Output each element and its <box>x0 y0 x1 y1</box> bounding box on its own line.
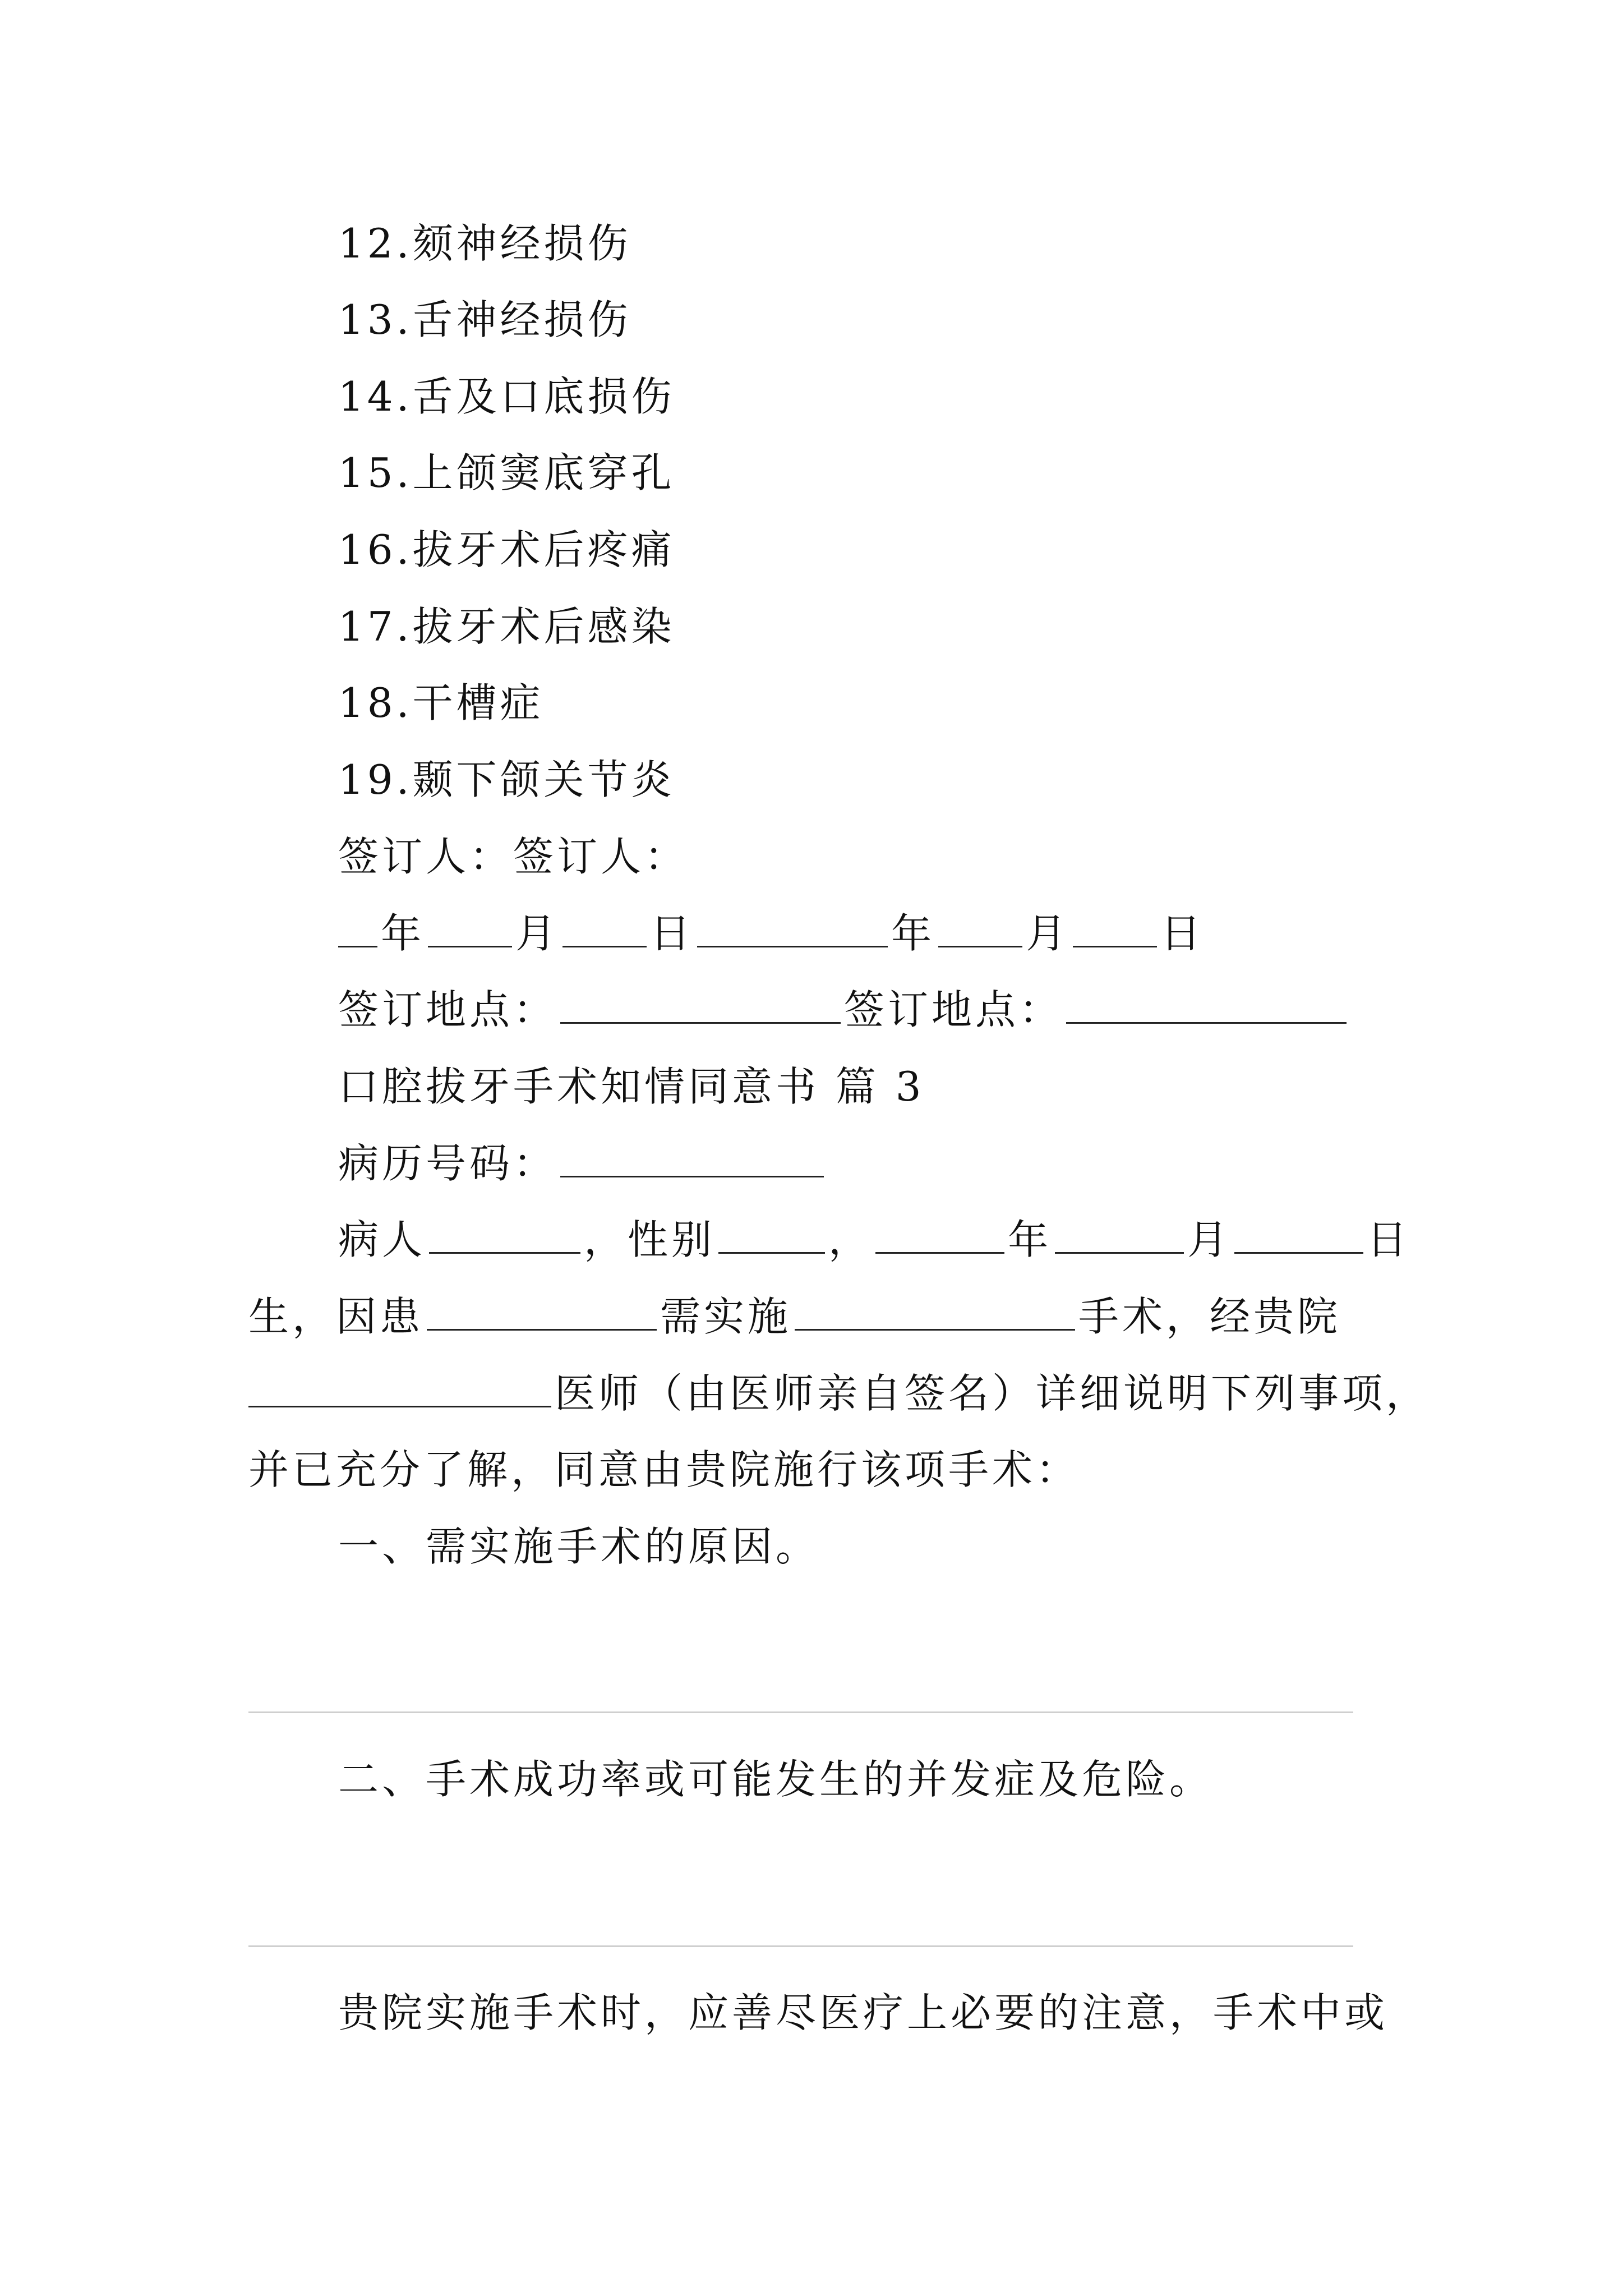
closing-text: 贵院实施手术时，应善尽医疗上必要的注意，手术中或 <box>338 1989 1389 2036</box>
gender-blank[interactable] <box>718 1213 825 1254</box>
diagnosis-line <box>248 1289 1341 1345</box>
list-item: 13.舌神经损伤 <box>338 296 631 343</box>
place-label: 签订地点： <box>338 986 557 1033</box>
birth-year-blank[interactable] <box>875 1213 1004 1254</box>
day-blank-2[interactable] <box>1073 907 1157 947</box>
comma: ， <box>828 1216 873 1263</box>
doctor-name-blank[interactable] <box>248 1366 551 1407</box>
born-text: 生，因患 <box>248 1293 424 1340</box>
list-item: 17.拔牙术后感染 <box>338 603 675 650</box>
section-title: 口腔拔牙手术知情同意书 篇 3 <box>338 1063 925 1110</box>
place-blank[interactable] <box>560 983 841 1024</box>
diagnosis-blank[interactable] <box>427 1290 657 1331</box>
month-label: 月 <box>515 910 560 957</box>
year-blank[interactable] <box>338 907 377 947</box>
birth-month-blank[interactable] <box>1055 1213 1184 1254</box>
patient-line <box>338 1212 1410 1268</box>
surgery-via-text: 手术，经贵院 <box>1078 1293 1341 1340</box>
month-blank-2[interactable] <box>938 907 1022 947</box>
birth-day-blank[interactable] <box>1234 1213 1363 1254</box>
year-blank-2[interactable] <box>697 907 888 947</box>
comma: ， <box>584 1216 628 1263</box>
year-label-2: 年 <box>891 910 935 957</box>
date-line <box>338 905 1204 961</box>
reason-answer-rule[interactable] <box>248 1711 1353 1713</box>
list-item: 14.舌及口底损伤 <box>338 373 675 420</box>
month-blank[interactable] <box>428 907 512 947</box>
gender-label: 性别 <box>628 1216 716 1263</box>
day-label: 日 <box>650 910 694 957</box>
record-number-line <box>338 1135 827 1191</box>
month-label-2: 月 <box>1026 910 1070 957</box>
reason-heading: 一、需实施手术的原因。 <box>338 1523 820 1570</box>
list-item: 19.颞下颌关节炎 <box>338 756 675 803</box>
day-blank[interactable] <box>562 907 647 947</box>
risk-answer-rule[interactable] <box>248 1945 1353 1947</box>
list-item: 15.上颌窦底穿孔 <box>338 449 675 496</box>
birth-year-label: 年 <box>1008 1216 1052 1263</box>
place-blank-2[interactable] <box>1066 983 1347 1024</box>
surgery-name-blank[interactable] <box>795 1290 1075 1331</box>
signers-line: 签订人：签订人： <box>338 833 689 880</box>
birth-day-label: 日 <box>1367 1216 1411 1263</box>
patient-name-blank[interactable] <box>429 1213 580 1254</box>
year-label: 年 <box>381 910 425 957</box>
record-number-label: 病历号码： <box>338 1140 557 1187</box>
need-surgery-text: 需实施 <box>660 1293 792 1340</box>
list-item: 18.干槽症 <box>338 679 544 726</box>
patient-label: 病人 <box>338 1216 426 1263</box>
doctor-explained-text: 医师（由医师亲自签名）详细说明下列事项， <box>555 1370 1430 1417</box>
place-label-2: 签订地点： <box>844 986 1063 1033</box>
record-number-blank[interactable] <box>560 1137 824 1177</box>
list-item: 16.拔牙术后疼痛 <box>338 526 675 573</box>
day-label-2: 日 <box>1160 910 1205 957</box>
risk-heading: 二、手术成功率或可能发生的并发症及危险。 <box>338 1756 1214 1803</box>
birth-month-label: 月 <box>1187 1216 1232 1263</box>
list-item: 12.颏神经损伤 <box>338 220 631 267</box>
consent-line: 并已充分了解，同意由贵院施行该项手术： <box>248 1446 1080 1493</box>
doctor-line <box>248 1365 1430 1421</box>
place-line <box>338 982 1350 1038</box>
